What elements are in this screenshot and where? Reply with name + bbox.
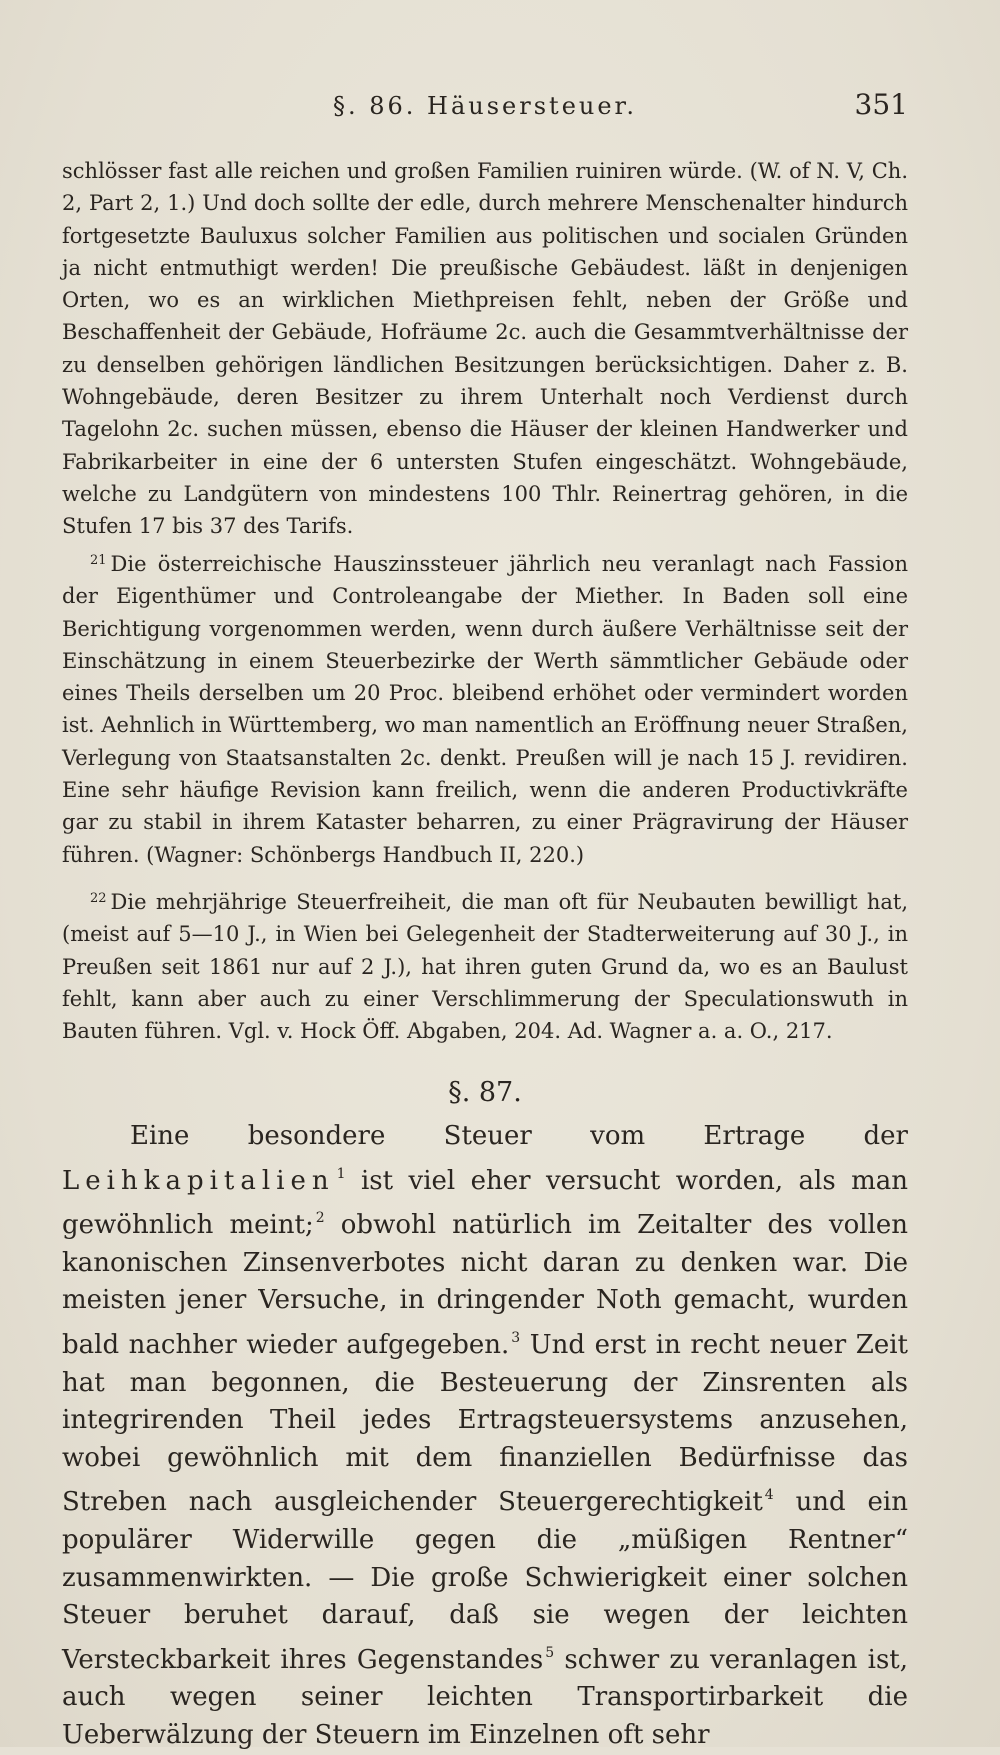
page-number: 351 [854,88,908,121]
section-heading: §. 87. [448,1077,522,1108]
footnote-continuation: schlösser fast alle reichen und großen Familien ruiniren würde. (W. of N. V, Ch. 2, Part 2, 1.) Und doch sollte der edle, durch mehrere Menschenalter hindurch fortgesetzte Bauluxus solcher Familien aus politischen und socialen Gründen ja nicht entmuthigt werden! Die preußische Gebäudest. läßt in denjenigen Orten, wo es an wirklichen Miethpreisen fehlt, neben der Größe und Beschaffenheit der Gebäude, Hofräume 2c. auch die Gesammtverhältnisse der zu denselben gehörigen ländlichen Besitzungen berücksichtigen. Daher z. B. Wohngebäude, deren Besitzer zu ihrem Unterhalt noch Verdienst durch Tagelohn 2c. suchen müssen, ebenso die Häuser der kleinen Handwerker und Fabrikarbeiter in eine der 6 untersten Stufen eingeschätzt. Wohngebäude, welche zu Landgütern von mindestens 100 Thlr. Reinertrag gehören, in die Stufen 17 bis 37 des Tarifs. [62,159,908,539]
main-paragraph [62,1118,908,1755]
footnote-22-number: 22 [90,891,107,906]
footnote-21 [62,545,908,871]
footnote-22 [62,883,908,1047]
paragraph-part-6: schwer zu veranlagen ist, auch wegen seiner leichten Transportirbarkeit die Ueberwälzung der Steuern im Einzelnen oft sehr [62,1644,909,1750]
footnote-ref-4: 4 [764,1487,774,1504]
paragraph-part-5: und ein populärer Widerwille gegen die „müßigen Rentner“ zusammenwirkten. — Die große Schwierigkeit einer solchen Steuer beruhet darauf, daß sie wegen der leichten Versteckbarkeit ihres Gegenstandes [62,1487,908,1675]
paragraph-part-2: ist viel eher versucht worden, als man gewöhnlich meint; [62,1165,908,1241]
running-head-title: §. 86. Häusersteuer. [332,92,638,120]
paragraph-part-3: obwohl natürlich im Zeitalter des vollen kanonischen Zinsenverbotes nicht daran zu denken war. Die meisten jener Versuche, in dringender Noth gemacht, wurden bald nachher wieder aufgegeben. [62,1210,909,1360]
running-header [62,88,908,128]
footnote-ref-5: 5 [545,1644,555,1661]
footnote-21-number: 21 [90,553,107,568]
footnote-21-text: Die österreichische Hauszinssteuer jährlich neu veranlagt nach Fassion der Eigenthümer und Controleangabe der Miether. In Baden soll eine Berichtigung vorgenommen werden, wenn durch äußere Verhältnisse seit der Einschätzung in einem Steuerbezirke der Werth sämmtlicher Gebäude oder eines Theils derselben um 20 Proc. bleibend erhöhet oder vermindert worden ist. Aehnlich in Württemberg, wo man namentlich an Eröffnung neuer Straßen, Verlegung von Staatsanstalten 2c. denkt. Preußen will je nach 15 J. revidiren. Eine sehr häufige Revision kann freilich, wenn die anderen Productivkräfte gar zu stabil in ihrem Kataster beharren, zu einer Prägravirung der Häuser führen. (Wagner: Schönbergs Handbuch II, 220.) [62,552,908,867]
paragraph-part-4: Und erst in recht neuer Zeit hat man begonnen, die Besteuerung der Zinsrenten als integrirenden Theil jedes Ertragsteuersystems anzusehen, wobei gewöhnlich mit dem finanziellen Bedürfnisse das Streben nach ausgleichender Steuergerechtigkeit [62,1329,908,1518]
spaced-term: Leihkapitalien [62,1165,335,1196]
footnote-22-text: Die mehrjährige Steuerfreiheit, die man oft für Neubauten bewilligt hat, (meist auf 5—10 J., in Wien bei Gelegenheit der Stadterweiterung auf 30 J., in Preußen seit 1861 nur auf 2 J.), hat ihren guten Grund da, wo es an Baulust fehlt, kann aber auch zu einer Verschlimmerung der Speculationswuth in Bauten führen. Vgl. v. Hock Öff. Abgaben, 204. Ad. Wagner a. a. O., 217. [62,890,908,1044]
footnote-ref-2: 2 [315,1210,325,1227]
paragraph-start: Eine besondere Steuer vom Ertrage der [130,1121,908,1151]
footnote-ref-3: 3 [511,1329,521,1346]
footnote-ref-1: 1 [336,1165,346,1182]
